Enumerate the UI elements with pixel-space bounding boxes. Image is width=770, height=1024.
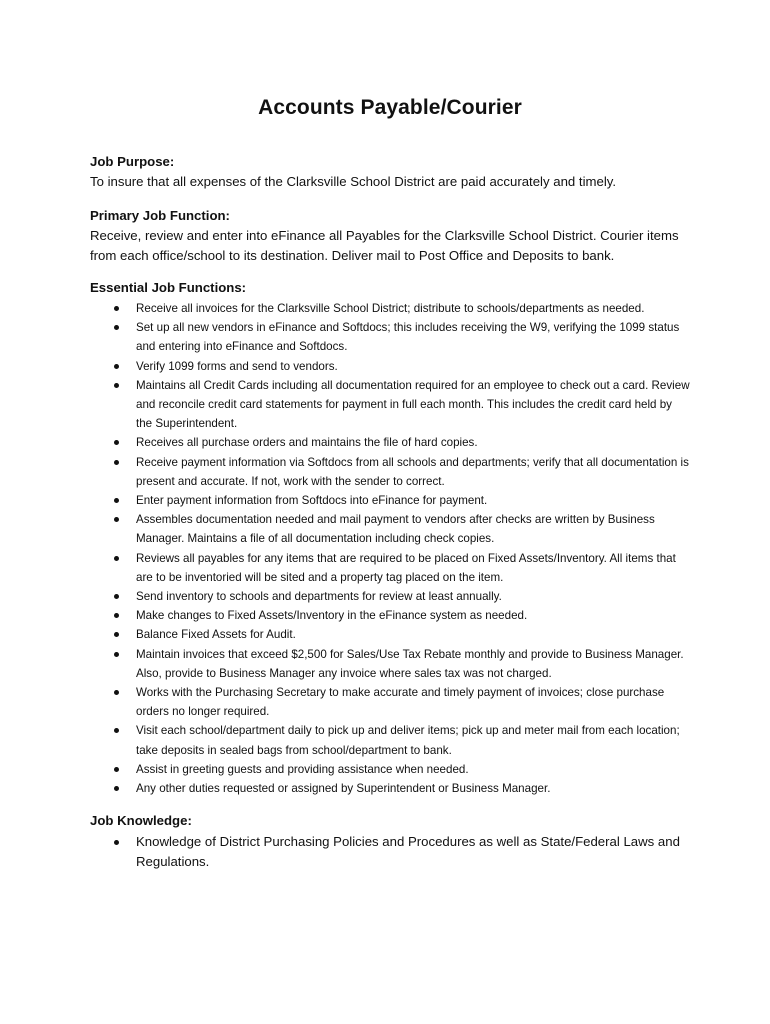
list-item-text: Receives all purchase orders and maintains the file of hard copies. [136, 436, 478, 450]
bullet-icon [114, 498, 119, 503]
list-item [90, 376, 690, 434]
list-item [90, 453, 690, 491]
bullet-icon [114, 364, 119, 369]
list-item-text: Send inventory to schools and departments for review at least annually. [136, 590, 502, 604]
list-item-text: Knowledge of District Purchasing Policies and Procedures as well as State/Federal Laws and Regulations. [136, 834, 680, 870]
bullet-icon [114, 517, 119, 522]
list-item [90, 779, 690, 798]
bullet-icon [114, 613, 119, 618]
bullet-icon [114, 728, 119, 733]
list-item [90, 606, 690, 625]
bullet-icon [114, 652, 119, 657]
primary-function-text: Receive, review and enter into eFinance all Payables for the Clarksville School District. Courier items from each office/school to its destination. Deliver mail to Post Office and Deposits to bank. [90, 228, 679, 263]
primary-function-section [90, 208, 690, 266]
bullet-icon [114, 325, 119, 330]
bullet-icon [114, 556, 119, 561]
list-item [90, 510, 690, 548]
list-item-text: Maintains all Credit Cards including all documentation required for an employee to check out a card. Review and reconcile credit card statements for payment in full each month. This includes the credit card held by the Superintendent. [136, 378, 690, 431]
list-item-text: Maintain invoices that exceed $2,500 for Sales/Use Tax Rebate monthly and provide to Business Manager. Also, provide to Business Manager any invoice where sales tax was not charged. [136, 647, 684, 680]
list-item-text: Visit each school/department daily to pick up and deliver items; pick up and meter mail from each location; take deposits in sealed bags from school/department to bank. [136, 724, 680, 757]
job-knowledge-list [90, 832, 690, 872]
essential-functions-section [90, 280, 690, 798]
job-purpose-heading: Job Purpose: [90, 154, 175, 169]
list-item-text: Balance Fixed Assets for Audit. [136, 628, 296, 642]
job-purpose-text: To insure that all expenses of the Clarksville School District are paid accurately and timely. [90, 174, 617, 189]
list-item-text: Any other duties requested or assigned by Superintendent or Business Manager. [136, 782, 551, 796]
document-title: Accounts Payable/Courier [258, 96, 522, 119]
list-item [90, 645, 690, 683]
essential-functions-list [90, 299, 690, 798]
job-purpose-section [90, 154, 690, 192]
list-item [90, 832, 690, 872]
list-item [90, 625, 690, 644]
list-item [90, 433, 690, 452]
list-item-text: Enter payment information from Softdocs into eFinance for payment. [136, 494, 488, 508]
bullet-icon [114, 767, 119, 772]
bullet-icon [114, 306, 119, 311]
primary-function-heading: Primary Job Function: [90, 208, 230, 223]
bullet-icon [114, 383, 119, 388]
list-item-text: Assist in greeting guests and providing assistance when needed. [136, 762, 469, 776]
list-item [90, 299, 690, 318]
bullet-icon [114, 690, 119, 695]
list-item [90, 760, 690, 779]
bullet-icon [114, 594, 119, 599]
list-item [90, 721, 690, 759]
list-item-text: Verify 1099 forms and send to vendors. [136, 359, 338, 373]
list-item [90, 357, 690, 376]
list-item-text: Receive all invoices for the Clarksville School District; distribute to schools/departments as needed. [136, 302, 645, 315]
list-item [90, 318, 690, 356]
bullet-icon [114, 840, 119, 845]
list-item-text: Works with the Purchasing Secretary to make accurate and timely payment of invoices; close purchase orders no longer required. [136, 686, 665, 719]
list-item-text: Assembles documentation needed and mail payment to vendors after checks are written by Business Manager. Maintains a file of all documentation including check copies. [136, 513, 655, 546]
list-item [90, 587, 690, 606]
list-item-text: Make changes to Fixed Assets/Inventory in the eFinance system as needed. [136, 609, 528, 623]
bullet-icon [114, 440, 119, 445]
list-item [90, 491, 690, 510]
list-item-text: Receive payment information via Softdocs from all schools and departments; verify that all documentation is present and accurate. If not, work with the sender to correct. [136, 455, 689, 488]
bullet-icon [114, 632, 119, 637]
list-item [90, 549, 690, 587]
job-knowledge-section [90, 813, 690, 872]
list-item-text: Set up all new vendors in eFinance and Softdocs; this includes receiving the W9, verifying the 1099 status and entering into eFinance and Softdocs. [136, 321, 680, 354]
bullet-icon [114, 460, 119, 465]
job-knowledge-heading: Job Knowledge: [90, 813, 192, 829]
list-item [90, 683, 690, 721]
bullet-icon [114, 786, 119, 791]
list-item-text: Reviews all payables for any items that are required to be placed on Fixed Assets/Inventory. All items that are to be inventoried will be sited and a property tag placed on the item. [136, 551, 676, 584]
essential-functions-heading: Essential Job Functions: [90, 280, 247, 295]
